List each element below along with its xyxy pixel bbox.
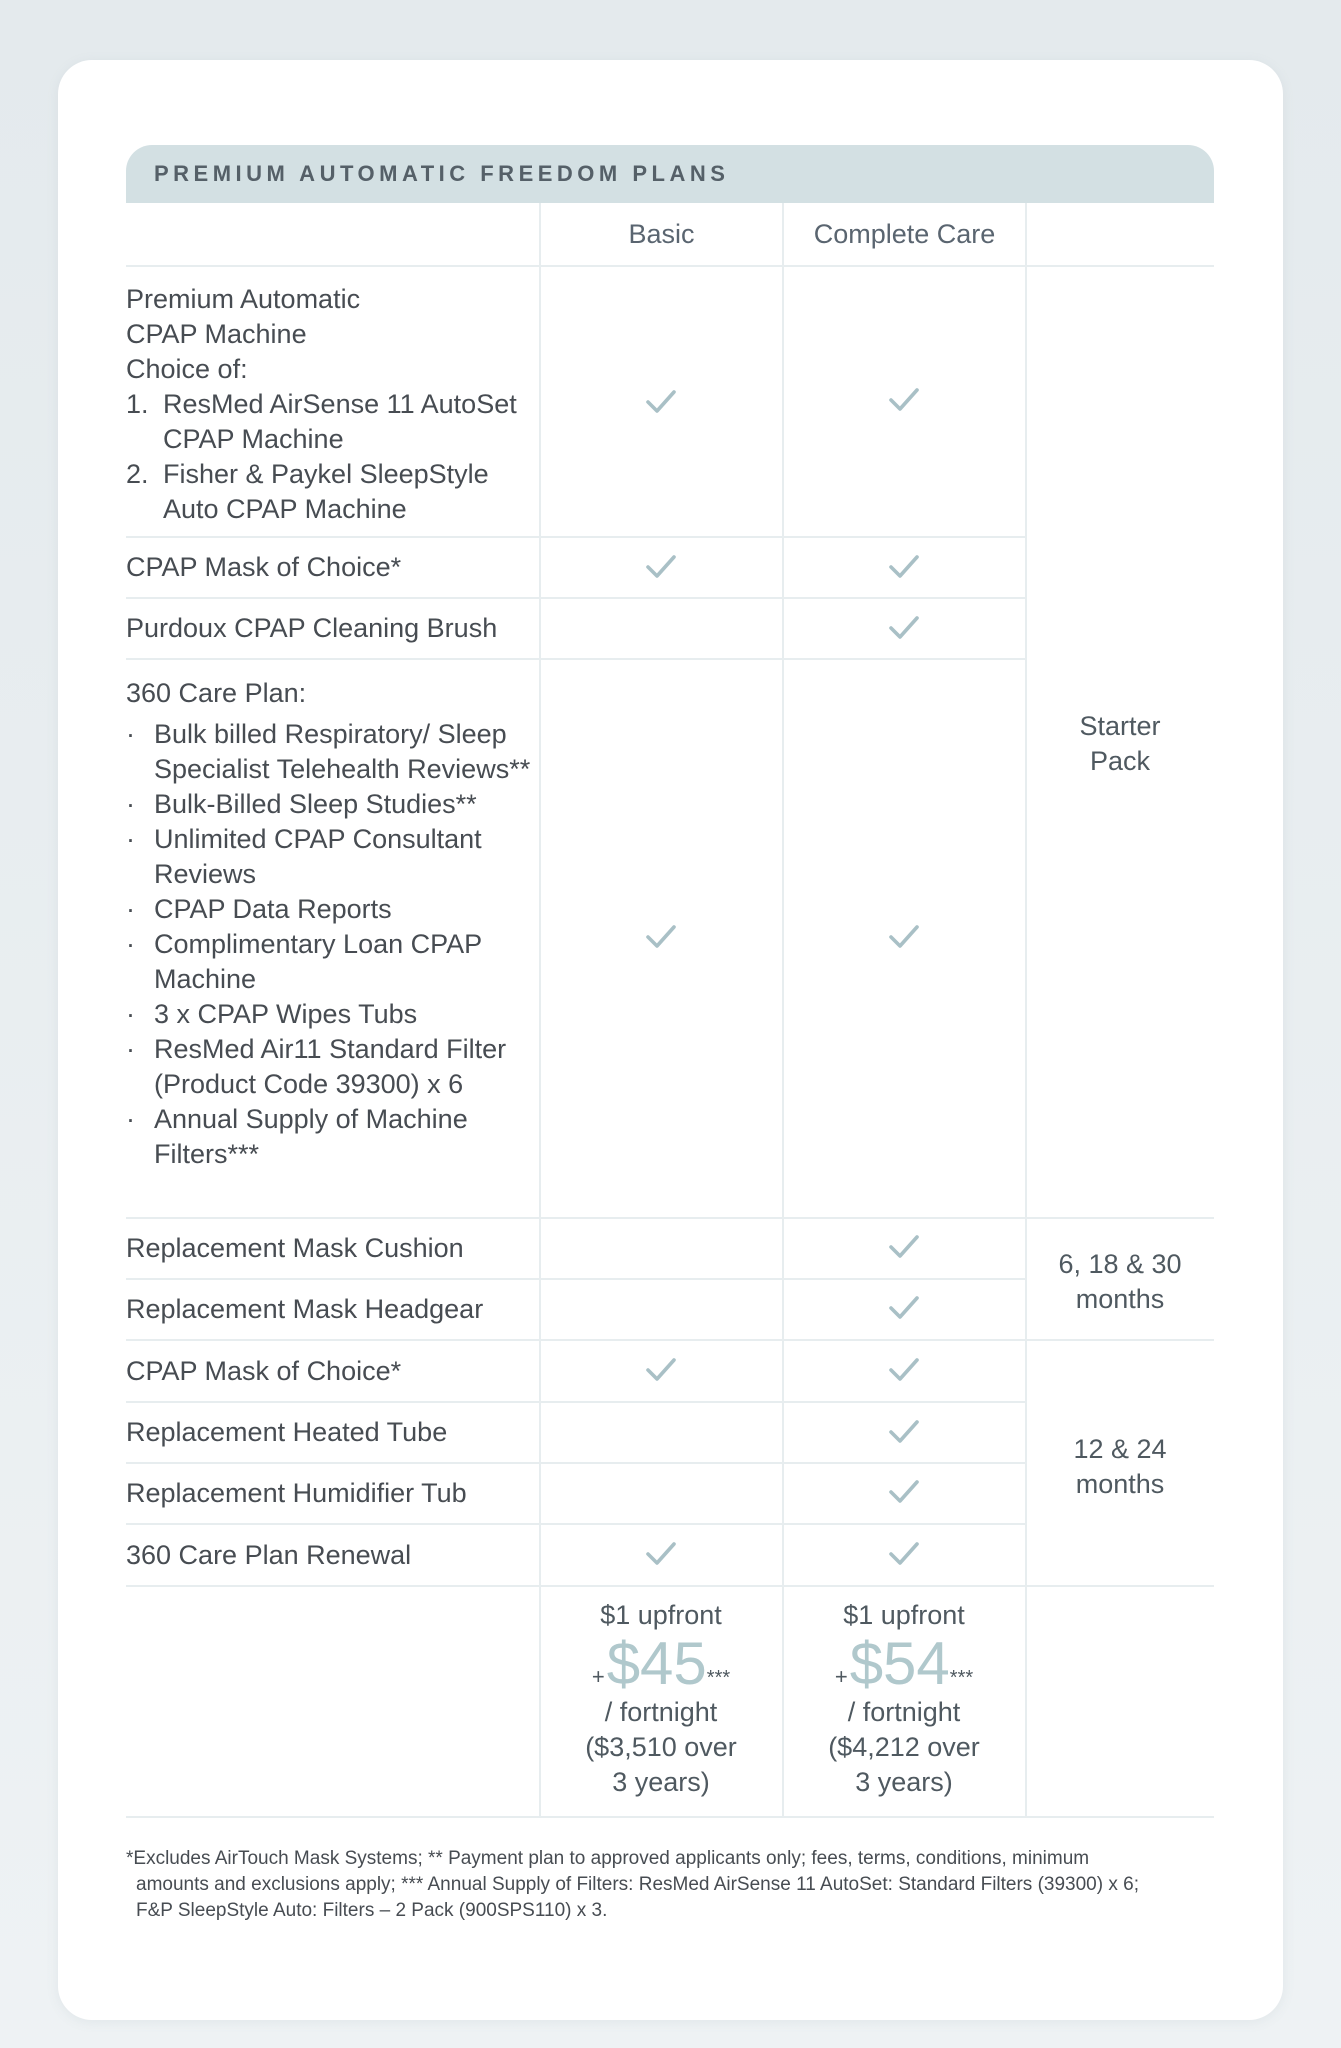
column-divider xyxy=(782,203,784,1817)
row-divider xyxy=(126,658,1026,660)
list-item: 1. ResMed AirSense 11 AutoSet CPAP Machine xyxy=(126,389,517,454)
column-header-complete-care: Complete Care xyxy=(813,218,996,249)
price-amount: $54 xyxy=(849,1630,950,1697)
checkmark-icon xyxy=(644,922,678,952)
list-item: · CPAP Data Reports xyxy=(126,894,392,924)
row-label-machine: Premium Automatic CPAP Machine Choice of: 1. ResMed AirSense 11 AutoSet CPAP Machine 2. Fisher & Paykel SleepStyle Auto CPAP Machine xyxy=(126,282,536,527)
list-item: 2. Fisher & Paykel SleepStyle Auto CPAP Machine xyxy=(126,459,489,524)
checkmark-icon xyxy=(887,613,921,643)
row-label-mask-headgear: Replacement Mask Headgear xyxy=(126,1294,484,1324)
checkmark-icon xyxy=(644,1355,678,1385)
row-divider xyxy=(126,265,1214,267)
care-plan-list xyxy=(126,717,536,1172)
checkmark-icon xyxy=(887,1232,921,1262)
checkmark-icon xyxy=(887,385,921,415)
section-header xyxy=(126,145,1214,203)
side-label-6-18-30-months: 6, 18 & 30 months xyxy=(1058,1249,1182,1314)
checkmark-icon xyxy=(887,1539,921,1569)
machine-options-list xyxy=(126,387,536,527)
row-label-humidifier-tub: Replacement Humidifier Tub xyxy=(126,1478,467,1508)
list-item: · Complimentary Loan CPAP Machine xyxy=(126,929,482,994)
list-item: · Annual Supply of Machine Filters*** xyxy=(126,1104,468,1169)
checkmark-icon xyxy=(644,1539,678,1569)
checkmark-icon xyxy=(887,922,921,952)
column-divider xyxy=(1025,203,1027,1817)
checkmark-icon xyxy=(887,1293,921,1323)
footnote: *Excludes AirTouch Mask Systems; ** Payment plan to approved applicants only; fees, terms, conditions, minimum amounts and exclusions apply; *** Annual Supply of Filters: ResMed AirSense 11 AutoSet: Standard Filters (39300) x 6; F&P SleepStyle Auto: Filters – 2 Pack (900SPS110) x 3. xyxy=(126,1848,1139,1921)
checkmark-icon xyxy=(887,552,921,582)
row-label-mask-cushion: Replacement Mask Cushion xyxy=(126,1233,464,1263)
checkmark-icon xyxy=(887,1355,921,1385)
list-item: · Bulk-Billed Sleep Studies** xyxy=(126,789,477,819)
side-label-12-24-months: 12 & 24 months xyxy=(1073,1434,1167,1499)
row-label-cleaning-brush: Purdoux CPAP Cleaning Brush xyxy=(126,613,498,643)
row-label-care-plan: 360 Care Plan: · Bulk billed Respiratory/ Sleep Specialist Telehealth Reviews** · Bulk-Billed Sleep Studies** · Unlimited CPAP Consultant Reviews · CPAP Data Reports · Complimentary Loan CPAP Machine · 3 x CPAP Wipes Tubs · ResMed Air11 Standard Filter (Product Code 39300) x 6 · Annual Supply of Machine Filters*** xyxy=(126,676,536,1172)
side-label-starter-pack: Starter Pack xyxy=(1079,711,1161,776)
list-item: · Bulk billed Respiratory/ Sleep Specialist Telehealth Reviews** xyxy=(126,719,531,784)
list-item: · Unlimited CPAP Consultant Reviews xyxy=(126,824,482,889)
column-header-basic: Basic xyxy=(628,218,695,249)
list-item: · 3 x CPAP Wipes Tubs xyxy=(126,999,418,1029)
column-divider xyxy=(539,203,541,1817)
checkmark-icon xyxy=(644,387,678,417)
price-complete-care: $1 upfront + $54 *** / fortnight ($4,212 over 3 years) xyxy=(828,1600,980,1797)
row-label-care-plan-renewal: 360 Care Plan Renewal xyxy=(126,1539,412,1570)
checkmark-icon xyxy=(644,552,678,582)
section-title: PREMIUM AUTOMATIC FREEDOM PLANS xyxy=(154,161,730,186)
checkmark-icon xyxy=(887,1477,921,1507)
row-label-mask-of-choice-2: CPAP Mask of Choice* xyxy=(126,1355,402,1386)
row-label-heated-tube: Replacement Heated Tube xyxy=(126,1417,448,1447)
price-amount: $45 xyxy=(606,1630,707,1697)
row-divider xyxy=(126,1816,1214,1818)
checkmark-icon xyxy=(887,1417,921,1447)
list-item: · ResMed Air11 Standard Filter (Product Code 39300) x 6 xyxy=(126,1034,507,1099)
price-basic: $1 upfront + $45 *** / fortnight ($3,510 over 3 years) xyxy=(585,1600,737,1797)
row-divider xyxy=(126,1585,1214,1587)
row-label-mask-of-choice: CPAP Mask of Choice* xyxy=(126,552,402,582)
